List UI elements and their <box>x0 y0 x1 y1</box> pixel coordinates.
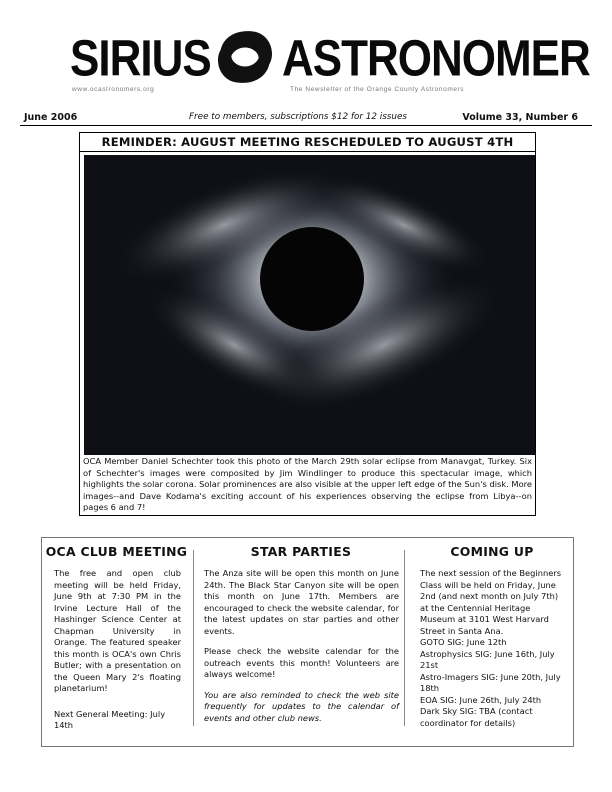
masthead-url[interactable]: www.ocastronomers.org <box>72 86 155 93</box>
sig-item: Astrophysics SIG: June 16th, July 21st <box>420 648 555 670</box>
sig-item: Dark Sky SIG: TBA (contact coordinator for details) <box>420 706 533 728</box>
sig-item: Astro-Imagers SIG: June 20th, July 18th <box>420 671 561 693</box>
star-parties-title: STAR PARTIES <box>250 544 352 559</box>
subscription-note: Free to members, subscriptions $12 for 12 issues <box>189 112 407 122</box>
masthead-tagline: The Newsletter of the Orange County Astronomers <box>290 86 465 93</box>
sig-item: GOTO SIG: June 12th <box>420 637 507 647</box>
star-parties-reminder: You are also reminded to check the web site frequently for updates to the calendar of events and other club news. <box>204 689 399 723</box>
club-meeting-body: The free and open club meeting will be held Friday, June 9th at 7:30 PM in the Irvine Lecture Hall of the Hashinger Science Center at Chapman University in Orange. The featured speaker this month is OCA's own Chris Butler; with a presentation on the Queen Mary 2's floating planetarium! <box>54 568 181 693</box>
column-divider <box>404 550 405 726</box>
beginners-class-note: The next session of the Beginners Class will be held on Friday, June 2nd (and next month on July 7th) at the Centennial Heritage Museum at 3101 West Harvard Street in Santa Ana. <box>420 568 562 636</box>
sig-item: EOA SIG: June 26th, July 24th <box>420 694 542 705</box>
solar-corona-image <box>84 155 535 455</box>
news-sections-box <box>41 537 574 747</box>
next-meeting-note: Next General Meeting: July 14th <box>54 708 166 730</box>
feature-box <box>79 132 536 516</box>
column-divider <box>193 550 194 726</box>
star-parties-paragraph: Please check the website calendar for the outreach events this month! Volunteers are always welcome! <box>204 646 399 679</box>
masthead-title-left: SIRIUS <box>70 30 211 87</box>
star-parties-paragraph: The Anza site will be open this month on June 24th. The Black Star Canyon site will be open this month on June 17th. Members are encouraged to check the website calendar, for the latest updates on star parties and other events. <box>204 568 399 636</box>
sirius-logo-icon <box>206 26 284 88</box>
club-meeting-title: OCA CLUB MEETING <box>45 544 188 559</box>
reminder-headline: REMINDER: AUGUST MEETING RESCHEDULED TO AUGUST 4TH <box>80 133 535 152</box>
volume-number: Volume 33, Number 6 <box>462 112 578 123</box>
coming-up-column <box>412 538 572 746</box>
coming-up-title: COMING UP <box>450 544 534 559</box>
masthead <box>0 0 612 110</box>
header-rule <box>20 125 592 126</box>
masthead-title-right: ASTRONOMER <box>282 30 590 87</box>
star-parties-column <box>200 538 402 746</box>
issue-date: June 2006 <box>24 112 78 123</box>
issue-info-bar <box>24 112 578 126</box>
club-meeting-column <box>42 538 191 746</box>
photo-caption: OCA Member Daniel Schechter took this photo of the March 29th solar eclipse from Manavgat, Turkey. Six of Schechter's images were composited by Jim Windlinger to produce this spectacular image, which highlights the solar corona. Solar prominences are also visible at the upper left edge of the Sun's disk. More images--and Dave Kodama's exciting account of his experiences observing the eclipse from Libya--on pages 6 and 7! <box>83 456 532 513</box>
eclipse-photo <box>84 155 535 455</box>
